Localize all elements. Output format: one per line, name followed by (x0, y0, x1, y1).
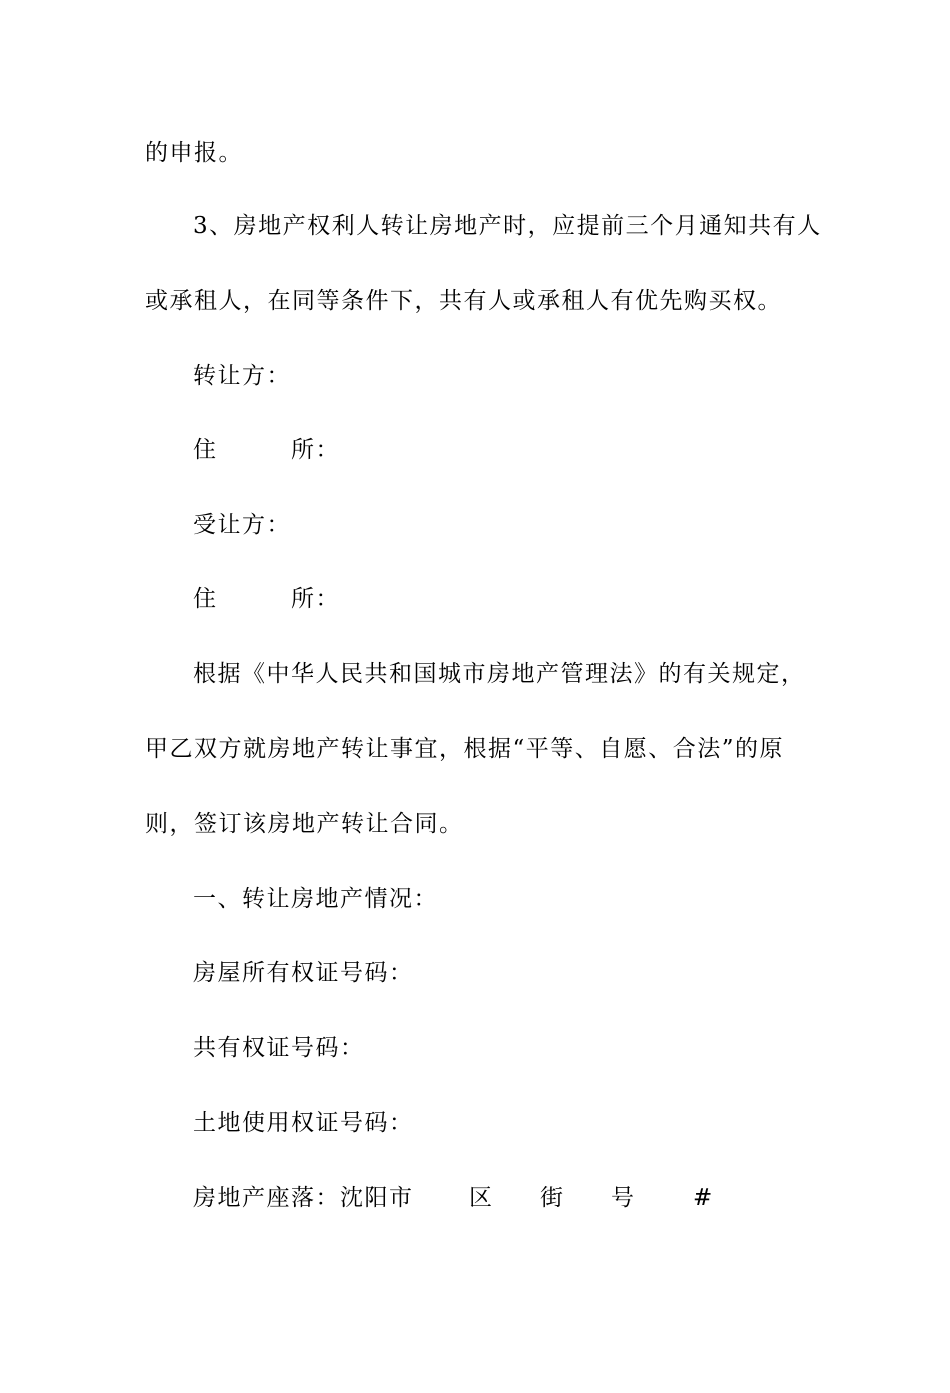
paragraph-line: 或承租人，在同等条件下，共有人或承租人有优先购买权。 (145, 288, 782, 314)
number-label: 号 (611, 1185, 636, 1211)
street-label: 街 (540, 1185, 565, 1211)
transferor-label: 转让方： (193, 363, 291, 389)
district-label: 区 (469, 1185, 494, 1211)
paragraph-line: 3、房地产权利人转让房地产时，应提前三个月通知共有人 (193, 213, 822, 239)
paragraph-line: 则，签订该房地产转让合同。 (145, 811, 464, 837)
paragraph-line: 根据《中华人民共和国城市房地产管理法》的有关规定， (193, 661, 806, 687)
transferee-address-label: 住 所： (193, 586, 340, 612)
land-use-cert-label: 土地使用权证号码： (193, 1110, 414, 1136)
paragraph-line: 甲乙双方就房地产转让事宜，根据“平等、自愿、合法”的原 (145, 736, 785, 762)
property-location-line (193, 1183, 753, 1213)
location-label: 房地产座落：沈阳市 (193, 1185, 414, 1211)
paragraph-line: 的申报。 (145, 140, 243, 166)
transferee-label: 受让方： (193, 512, 291, 538)
transferor-address-label: 住 所： (193, 437, 340, 463)
unit-hash-label: # (693, 1185, 714, 1211)
co-ownership-cert-label: 共有权证号码： (193, 1035, 365, 1061)
section-heading: 一、转让房地产情况： (193, 886, 438, 912)
ownership-cert-label: 房屋所有权证号码： (193, 960, 414, 986)
